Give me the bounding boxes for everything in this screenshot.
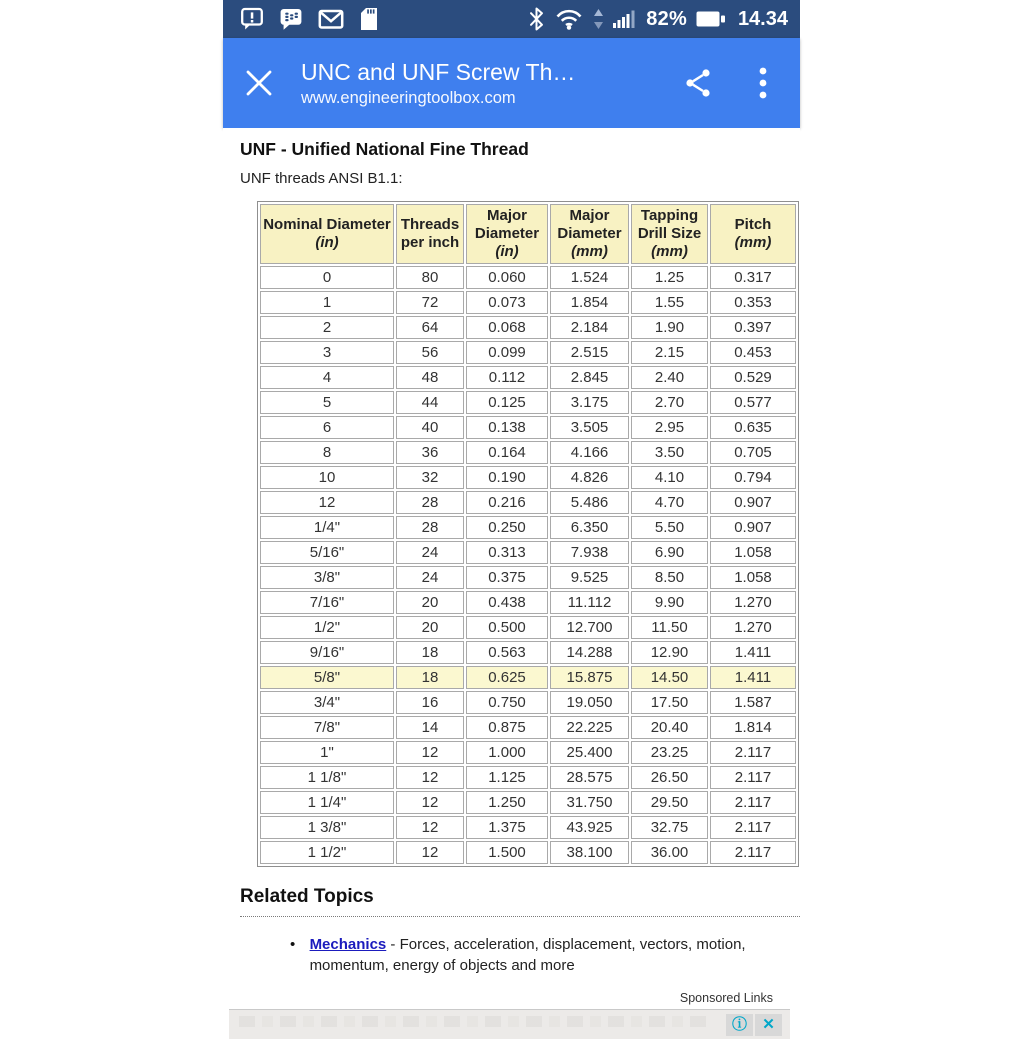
table-cell: 26.50 (631, 766, 708, 789)
table-cell: 7/16" (260, 591, 394, 614)
table-cell: 9.525 (550, 566, 629, 589)
table-cell: 1 3/8" (260, 816, 394, 839)
table-header-row (260, 204, 796, 264)
table-cell: 4.166 (550, 441, 629, 464)
status-bar-notifications (240, 6, 379, 32)
table-cell: 72 (396, 291, 464, 314)
table-cell: 0.125 (466, 391, 548, 414)
table-cell: 20 (396, 616, 464, 639)
table-cell: 1.25 (631, 266, 708, 289)
table-cell: 0.635 (710, 416, 796, 439)
table-cell: 14 (396, 716, 464, 739)
table-cell: 1.000 (466, 741, 548, 764)
data-updown-arrows-icon (593, 7, 604, 31)
bullet-icon: • (290, 936, 296, 953)
mechanics-link[interactable]: Mechanics (309, 936, 387, 953)
table-cell: 3 (260, 341, 394, 364)
table-cell: 5/16" (260, 541, 394, 564)
table-cell: 16 (396, 691, 464, 714)
table-cell: 3/8" (260, 566, 394, 589)
ad-close-button[interactable] (755, 1014, 782, 1036)
table-cell: 38.100 (550, 841, 629, 864)
table-cell: 1 (260, 291, 394, 314)
battery-icon (696, 9, 726, 29)
table-row (260, 766, 796, 789)
table-row (260, 366, 796, 389)
phone-screen (223, 0, 800, 1033)
bbm-messenger-icon (279, 6, 303, 32)
table-cell: 2.40 (631, 366, 708, 389)
table-row (260, 491, 796, 514)
table-cell: 5/8" (260, 666, 394, 689)
related-topic-text (310, 934, 783, 976)
table-cell: 6.90 (631, 541, 708, 564)
table-row (260, 741, 796, 764)
table-cell: 14.288 (550, 641, 629, 664)
table-cell: 12 (396, 816, 464, 839)
table-cell: 4.10 (631, 466, 708, 489)
table-cell: 8 (260, 441, 394, 464)
table-cell: 2.117 (710, 791, 796, 814)
signal-bars-icon (613, 8, 637, 30)
table-cell: 2.117 (710, 766, 796, 789)
table-row (260, 316, 796, 339)
table-cell: 12 (396, 791, 464, 814)
table-row (260, 416, 796, 439)
table-cell: 2.184 (550, 316, 629, 339)
battery-percent: 82% (646, 7, 687, 30)
table-row (260, 691, 796, 714)
web-content (223, 128, 800, 1033)
table-cell: 0.563 (466, 641, 548, 664)
ad-close-icon: ✕ (762, 1016, 775, 1033)
table-cell: 0.313 (466, 541, 548, 564)
table-cell: 1.125 (466, 766, 548, 789)
table-cell: 0.099 (466, 341, 548, 364)
table-cell: 0.216 (466, 491, 548, 514)
table-cell: 2.95 (631, 416, 708, 439)
col-header-nominal-diameter: Nominal Diameter (in) (260, 204, 394, 264)
table-cell: 2.117 (710, 841, 796, 864)
gmail-icon (318, 7, 344, 31)
table-cell: 1 1/8" (260, 766, 394, 789)
table-cell: 0.625 (466, 666, 548, 689)
table-cell: 1.058 (710, 566, 796, 589)
table-cell: 28.575 (550, 766, 629, 789)
status-bar (223, 0, 800, 38)
section-subheading: UNF threads ANSI B1.1: (240, 170, 403, 187)
table-cell: 5.50 (631, 516, 708, 539)
table-row (260, 816, 796, 839)
table-cell: 11.50 (631, 616, 708, 639)
table-cell: 1/4" (260, 516, 394, 539)
table-cell: 12 (396, 741, 464, 764)
info-icon: ⓘ (731, 1016, 747, 1033)
page-title-block (301, 58, 678, 109)
table-cell: 0.750 (466, 691, 548, 714)
table-row (260, 541, 796, 564)
related-topics-heading: Related Topics (240, 886, 800, 917)
ad-controls (726, 1014, 782, 1036)
table-cell: 9.90 (631, 591, 708, 614)
table-cell: 6 (260, 416, 394, 439)
unf-thread-table (257, 201, 799, 867)
share-icon (683, 67, 713, 99)
table-cell: 19.050 (550, 691, 629, 714)
table-cell: 2.15 (631, 341, 708, 364)
table-cell: 17.50 (631, 691, 708, 714)
browser-header (223, 38, 800, 128)
table-cell: 1.250 (466, 791, 548, 814)
table-cell: 80 (396, 266, 464, 289)
section-heading: UNF - Unified National Fine Thread (240, 139, 529, 159)
clock-time: 14.34 (737, 7, 788, 30)
table-cell: 1.90 (631, 316, 708, 339)
overflow-menu-button[interactable] (746, 63, 780, 103)
table-cell: 15.875 (550, 666, 629, 689)
table-cell: 0.397 (710, 316, 796, 339)
table-row (260, 591, 796, 614)
table-cell: 3.50 (631, 441, 708, 464)
table-cell: 6.350 (550, 516, 629, 539)
table-cell: 1.814 (710, 716, 796, 739)
table-cell: 3.175 (550, 391, 629, 414)
share-button[interactable] (678, 63, 718, 103)
table-cell: 1.55 (631, 291, 708, 314)
table-row (260, 666, 796, 689)
adchoices-info-button[interactable] (726, 1014, 753, 1036)
overflow-menu-icon (758, 66, 768, 100)
table-cell: 0.438 (466, 591, 548, 614)
table-cell: 0 (260, 266, 394, 289)
table-cell: 2.117 (710, 741, 796, 764)
col-header-tapping-drill-size: Tapping Drill Size (mm) (631, 204, 708, 264)
sd-card-icon (359, 6, 379, 32)
table-row (260, 291, 796, 314)
related-topic-description: - Forces, acceleration, displacement, vectors, motion, momentum, energy of objects and more (309, 936, 746, 974)
table-cell: 20 (396, 591, 464, 614)
table-cell: 24 (396, 541, 464, 564)
table-cell: 0.453 (710, 341, 796, 364)
page-url: www.engineeringtoolbox.com (301, 88, 516, 107)
table-cell: 7/8" (260, 716, 394, 739)
table-cell: 0.138 (466, 416, 548, 439)
table-cell: 40 (396, 416, 464, 439)
table-cell: 2.515 (550, 341, 629, 364)
table-cell: 0.112 (466, 366, 548, 389)
table-row (260, 516, 796, 539)
table-cell: 18 (396, 666, 464, 689)
table-cell: 14.50 (631, 666, 708, 689)
table-cell: 8.50 (631, 566, 708, 589)
table-row (260, 391, 796, 414)
table-cell: 1.587 (710, 691, 796, 714)
table-cell: 0.907 (710, 516, 796, 539)
table-cell: 31.750 (550, 791, 629, 814)
table-cell: 1.411 (710, 641, 796, 664)
col-header-major-diameter-in: Major Diameter (in) (466, 204, 548, 264)
table-cell: 1.375 (466, 816, 548, 839)
table-cell: 2.117 (710, 816, 796, 839)
table-row (260, 466, 796, 489)
close-button[interactable] (239, 63, 279, 103)
table-cell: 3.505 (550, 416, 629, 439)
table-cell: 1.270 (710, 591, 796, 614)
table-cell: 0.190 (466, 466, 548, 489)
table-cell: 10 (260, 466, 394, 489)
table-cell: 48 (396, 366, 464, 389)
ad-content-placeholder (239, 1016, 710, 1027)
table-row (260, 841, 796, 864)
status-bar-indicators (528, 6, 788, 32)
table-cell: 0.529 (710, 366, 796, 389)
table-cell: 0.500 (466, 616, 548, 639)
table-cell: 4.826 (550, 466, 629, 489)
table-row (260, 441, 796, 464)
table-row (260, 341, 796, 364)
table-cell: 5 (260, 391, 394, 414)
table-cell: 20.40 (631, 716, 708, 739)
table-cell: 0.073 (466, 291, 548, 314)
table-cell: 12 (396, 766, 464, 789)
table-cell: 0.164 (466, 441, 548, 464)
table-cell: 12.90 (631, 641, 708, 664)
table-cell: 44 (396, 391, 464, 414)
table-cell: 43.925 (550, 816, 629, 839)
col-header-threads-per-inch: Threads per inch (396, 204, 464, 264)
col-header-major-diameter-mm: Major Diameter (mm) (550, 204, 629, 264)
table-cell: 1.411 (710, 666, 796, 689)
table-cell: 36 (396, 441, 464, 464)
table-row (260, 641, 796, 664)
table-cell: 1 1/4" (260, 791, 394, 814)
table-cell: 9/16" (260, 641, 394, 664)
table-cell: 11.112 (550, 591, 629, 614)
table-cell: 1/2" (260, 616, 394, 639)
table-cell: 1.854 (550, 291, 629, 314)
table-cell: 25.400 (550, 741, 629, 764)
table-cell: 0.705 (710, 441, 796, 464)
table-cell: 12 (260, 491, 394, 514)
table-cell: 7.938 (550, 541, 629, 564)
table-cell: 4 (260, 366, 394, 389)
table-cell: 1.500 (466, 841, 548, 864)
table-cell: 32.75 (631, 816, 708, 839)
table-row (260, 566, 796, 589)
table-cell: 2.70 (631, 391, 708, 414)
table-cell: 36.00 (631, 841, 708, 864)
table-cell: 24 (396, 566, 464, 589)
table-cell: 1 1/2" (260, 841, 394, 864)
table-cell: 28 (396, 516, 464, 539)
table-row (260, 616, 796, 639)
table-cell: 64 (396, 316, 464, 339)
table-cell: 12.700 (550, 616, 629, 639)
close-icon (244, 68, 274, 98)
table-cell: 29.50 (631, 791, 708, 814)
table-cell: 4.70 (631, 491, 708, 514)
wifi-icon (554, 7, 584, 31)
table-cell: 32 (396, 466, 464, 489)
ad-banner[interactable] (229, 1009, 790, 1039)
table-cell: 0.577 (710, 391, 796, 414)
table-cell: 28 (396, 491, 464, 514)
table-cell: 2 (260, 316, 394, 339)
table-cell: 18 (396, 641, 464, 664)
table-cell: 1.058 (710, 541, 796, 564)
list-item (240, 934, 783, 976)
table-row (260, 716, 796, 739)
table-cell: 0.068 (466, 316, 548, 339)
sponsored-links-label: Sponsored Links (679, 991, 773, 1005)
table-cell: 3/4" (260, 691, 394, 714)
table-cell: 2.845 (550, 366, 629, 389)
page-title: UNC and UNF Screw Th… (301, 58, 576, 85)
table-cell: 5.486 (550, 491, 629, 514)
table-cell: 0.375 (466, 566, 548, 589)
table-cell: 0.060 (466, 266, 548, 289)
table-cell: 12 (396, 841, 464, 864)
table-cell: 56 (396, 341, 464, 364)
table-row (260, 266, 796, 289)
table-cell: 23.25 (631, 741, 708, 764)
alert-notification-icon (240, 6, 264, 32)
col-header-pitch: Pitch (mm) (710, 204, 796, 264)
table-cell: 1.270 (710, 616, 796, 639)
bluetooth-icon (528, 6, 545, 32)
table-cell: 0.907 (710, 491, 796, 514)
table-cell: 1.524 (550, 266, 629, 289)
table-cell: 0.875 (466, 716, 548, 739)
table-cell: 1" (260, 741, 394, 764)
table-row (260, 791, 796, 814)
table-cell: 0.794 (710, 466, 796, 489)
table-cell: 0.353 (710, 291, 796, 314)
table-cell: 22.225 (550, 716, 629, 739)
table-cell: 0.250 (466, 516, 548, 539)
table-cell: 0.317 (710, 266, 796, 289)
